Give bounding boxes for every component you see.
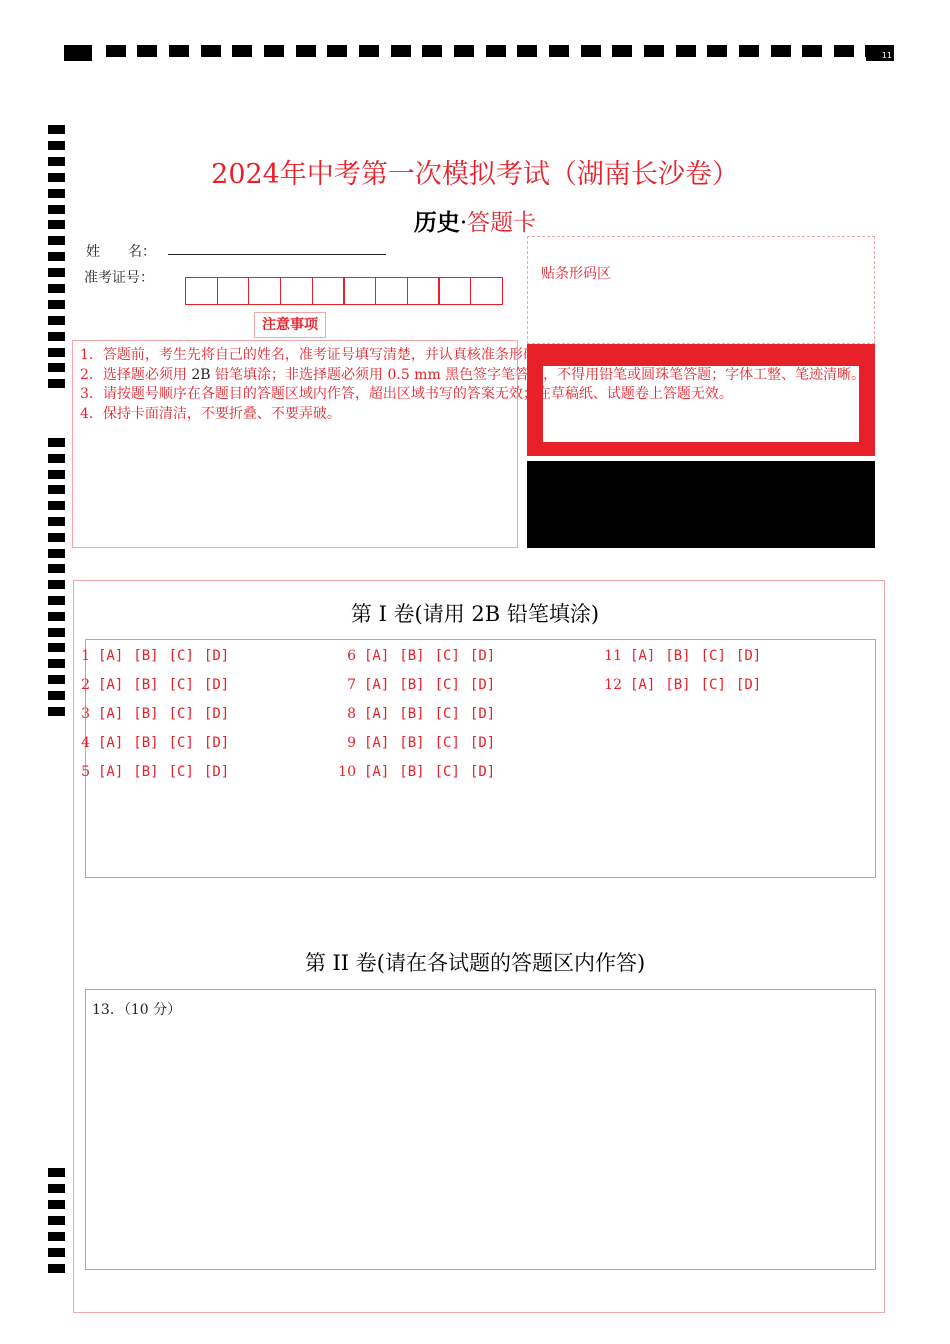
mc-option-b[interactable]: [B] [133,764,159,780]
mc-option-b[interactable]: [B] [665,648,691,664]
exam-id-digit-box[interactable] [470,277,503,305]
mc-option-a[interactable]: [A] [98,648,124,664]
mc-question-row [62,677,239,693]
notice-item [80,366,865,384]
mc-option-c[interactable]: [C] [168,764,194,780]
mc-option-c[interactable]: [C] [168,648,194,664]
mc-question-row [62,706,239,722]
mc-question-row [328,648,505,664]
mc-option-a[interactable]: [A] [364,706,390,722]
left-timing-mark [48,454,65,463]
left-timing-mark [48,1184,65,1193]
mc-question-number: 7 [347,677,356,693]
subject-name: 历史 [413,209,460,236]
left-timing-mark [48,348,65,357]
mc-option-b[interactable]: [B] [133,677,159,693]
subject-title [0,204,950,237]
mc-option-a[interactable]: [A] [364,764,390,780]
top-timing-mark [486,45,506,57]
mc-question-number: 5 [81,764,90,780]
mc-option-c[interactable]: [C] [168,706,194,722]
mc-option-b[interactable]: [B] [399,648,425,664]
left-timing-mark [48,549,65,558]
mc-option-d[interactable]: [D] [469,735,496,751]
top-timing-marks [64,45,894,61]
left-timing-mark [48,1168,65,1177]
answer-card-label: 答题卡 [467,210,537,236]
mc-option-c[interactable]: [C] [434,735,460,751]
mc-option-a[interactable]: [A] [364,648,390,664]
mc-option-d[interactable]: [D] [469,648,496,664]
page-number: 11 [881,51,892,60]
title-separator: · [459,210,468,236]
exam-id-digit-box[interactable] [248,277,281,305]
left-timing-mark [48,485,65,494]
mc-option-c[interactable]: [C] [434,706,460,722]
mc-question-row [62,648,239,664]
top-timing-mark [771,45,791,57]
top-timing-mark [137,45,157,57]
mc-option-d[interactable]: [D] [469,677,496,693]
left-timing-mark [48,580,65,589]
barcode-label: 贴条形码区 [541,266,611,282]
left-timing-mark [48,141,65,150]
top-timing-mark [327,45,347,57]
mc-question-row [594,677,771,693]
mc-option-d[interactable]: [D] [203,677,230,693]
top-timing-mark [201,45,221,57]
notice-item [80,385,733,403]
q13-label: 13．（10 分） [92,1002,182,1018]
left-timing-mark [48,268,65,277]
mc-option-d[interactable]: [D] [735,648,762,664]
notice-text: 4．保持卡面清洁，不要折叠、不要弄破。 [80,405,341,422]
left-timing-mark [48,316,65,325]
mc-option-a[interactable]: [A] [98,677,124,693]
notice-text: 2．选择题必须用 [80,366,192,383]
left-timing-mark [48,379,65,388]
barcode-area [527,236,875,344]
mc-option-d[interactable]: [D] [469,706,496,722]
left-timing-mark [48,236,65,245]
left-timing-mark [48,332,65,341]
top-timing-mark [64,45,92,61]
top-timing-mark [739,45,759,57]
top-timing-mark [454,45,474,57]
mc-question-row [328,706,505,722]
exam-id-digit-box[interactable] [217,277,250,305]
top-timing-mark [264,45,284,57]
left-timing-mark [48,501,65,510]
section1-title: 第 I 卷(请用 2B 铅笔填涂) [350,602,600,626]
mc-option-a[interactable]: [A] [98,706,124,722]
mc-option-b[interactable]: [B] [133,735,159,751]
left-timing-mark [48,284,65,293]
exam-id-digit-box[interactable] [439,277,472,305]
mc-answer-box [85,639,876,878]
mc-question-row [328,735,505,751]
exam-id-digit-box[interactable] [185,277,218,305]
exam-title: 2024年中考第一次模拟考试（湖南长沙卷） [211,159,739,190]
mc-option-b[interactable]: [B] [399,677,425,693]
name-field[interactable] [168,254,386,255]
left-timing-mark [48,470,65,479]
mc-question-number: 9 [347,735,356,751]
top-timing-mark [106,45,126,57]
mc-question-row [594,648,771,664]
mc-question-number: 11 [604,648,622,664]
top-timing-mark [676,45,696,57]
exam-id-digit-box[interactable] [344,277,377,305]
mc-question-row [328,677,505,693]
top-timing-mark [612,45,632,57]
top-timing-mark [802,45,822,57]
mc-question-number: 12 [604,677,622,693]
exam-id-digit-box[interactable] [407,277,440,305]
top-timing-mark [707,45,727,57]
mc-option-c[interactable]: [C] [434,764,460,780]
mc-option-a[interactable]: [A] [98,764,124,780]
left-timing-mark [48,1248,65,1257]
mc-option-d[interactable]: [D] [469,764,496,780]
left-timing-mark [48,300,65,309]
top-timing-mark [422,45,442,57]
mc-option-a[interactable]: [A] [98,735,124,751]
mc-option-b[interactable]: [B] [399,735,425,751]
top-timing-mark [296,45,316,57]
mc-option-d[interactable]: [D] [735,677,762,693]
left-timing-mark [48,438,65,447]
mc-option-d[interactable]: [D] [203,706,230,722]
left-timing-mark [48,1264,65,1273]
left-timing-mark [48,628,65,637]
left-timing-mark [48,252,65,261]
mc-option-d[interactable]: [D] [203,764,230,780]
q13-answer-box[interactable] [85,989,876,1270]
exam-id-label: 准考证号： [84,270,154,286]
mc-option-a[interactable]: [A] [364,735,390,751]
mc-option-a[interactable]: [A] [364,677,390,693]
notice-text: 1．答题前，考生先将自己的姓名，准考证号填写清楚，并认真核准条形码上的姓名、准考证号，在规定位置贴好条形码。 [80,347,831,363]
exam-id-digit-box[interactable] [280,277,313,305]
exam-id-digit-box[interactable] [312,277,345,305]
name-label: 姓 名： [86,244,156,260]
top-timing-mark [391,45,411,57]
left-timing-mark [48,1232,65,1241]
mc-question-row [328,764,505,780]
black-marker-block [527,461,875,548]
top-timing-mark [644,45,664,57]
notice-text: 3．请按题号顺序在各题目的答题区域内作答，超出区域书写的答案无效；在草稿纸、试题卷上答题无效。 [80,386,733,402]
mc-option-b[interactable]: [B] [133,648,159,664]
left-timing-mark [48,564,65,573]
left-timing-mark [48,533,65,542]
left-timing-mark [48,517,65,526]
mc-question-number: 3 [81,706,90,722]
mc-option-d[interactable]: [D] [203,648,230,664]
mc-option-c[interactable]: [C] [700,648,726,664]
top-timing-mark [359,45,379,57]
left-timing-mark [48,363,65,372]
mc-option-c[interactable]: [C] [434,648,460,664]
mc-option-b[interactable]: [B] [399,764,425,780]
notice-item [80,405,341,423]
mc-question-number: 2 [81,677,90,693]
left-timing-mark [48,125,65,134]
mc-option-c[interactable]: [C] [168,677,194,693]
mc-question-number: 10 [338,764,356,780]
mc-question-number: 4 [81,735,90,751]
exam-id-digit-box[interactable] [375,277,408,305]
mc-option-a[interactable]: [A] [630,648,656,664]
mc-option-b[interactable]: [B] [399,706,425,722]
top-timing-mark [169,45,189,57]
top-timing-mark [834,45,854,57]
top-timing-mark [549,45,569,57]
mc-question-number: 1 [81,648,90,664]
notice-text: 铅笔填涂；非选择题必须用 0.5 mm 黑色签字笔答题，不得用铅笔或圆珠笔答题；字体工整、笔迹清晰。 [210,366,866,383]
mc-option-c[interactable]: [C] [700,677,726,693]
notice-text-emph: 2B [191,366,211,383]
top-timing-mark [232,45,252,57]
notice-heading: 注意事项 [254,312,326,338]
notice-item [80,346,831,364]
mc-option-c[interactable]: [C] [168,735,194,751]
top-timing-mark [517,45,537,57]
left-timing-mark [48,1216,65,1225]
mc-option-c[interactable]: [C] [434,677,460,693]
mc-question-row [62,764,239,780]
mc-option-a[interactable]: [A] [630,677,656,693]
mc-option-b[interactable]: [B] [133,706,159,722]
mc-question-number: 6 [347,648,356,664]
mc-option-b[interactable]: [B] [665,677,691,693]
mc-option-d[interactable]: [D] [203,735,230,751]
mc-question-row [62,735,239,751]
mc-question-number: 8 [347,706,356,722]
section2-title: 第 II 卷(请在各试题的答题区内作答) [304,951,646,975]
left-timing-mark [48,1200,65,1209]
top-timing-mark [581,45,601,57]
